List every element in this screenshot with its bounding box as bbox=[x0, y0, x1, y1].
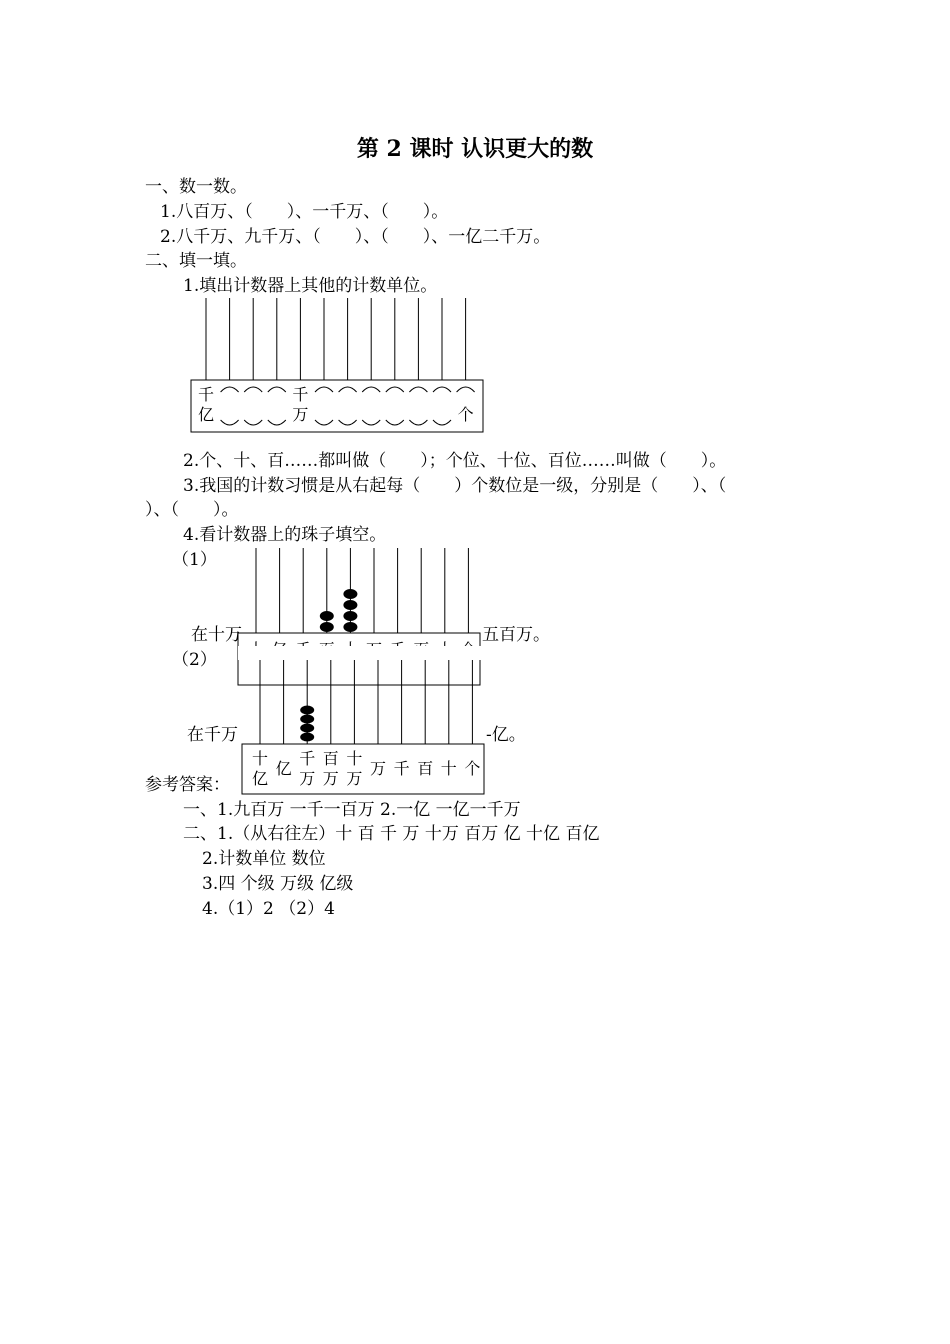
answer-2-3: 3.四 个级 万级 亿级 bbox=[202, 874, 354, 894]
answer-2-4: 4.（1）2 （2）4 bbox=[202, 899, 335, 919]
abacus-3-bead bbox=[300, 706, 314, 715]
question-2-3-line1: 3.我国的计数习惯是从右起每（ ）个数位是一级，分别是（ ）、（ bbox=[183, 476, 727, 496]
abacus-3-bead bbox=[300, 715, 314, 724]
abacus-1-arc-bottom bbox=[339, 420, 357, 425]
abacus-1-arc-top bbox=[339, 387, 357, 392]
abacus-1-arc-top bbox=[457, 387, 475, 392]
abacus-3-mask bbox=[238, 646, 488, 660]
abacus-2-bead bbox=[320, 622, 334, 632]
question-2-4-2-label: （2） bbox=[172, 650, 217, 670]
abacus-1-arc-top bbox=[244, 387, 262, 392]
abacus-1-arc-bottom bbox=[221, 420, 239, 425]
abacus-1-unit-label: 千 bbox=[197, 385, 215, 404]
abacus-counter-1 bbox=[190, 298, 490, 438]
abacus-1-unit-label: 亿 bbox=[197, 405, 215, 424]
answer-1: 一、1.九百万 一千一百万 2.一亿 一亿一千万 bbox=[183, 800, 521, 820]
abacus-1-arc-bottom bbox=[433, 420, 451, 425]
abacus-3-unit-label: 十 bbox=[440, 759, 457, 778]
abacus-1-arc-bottom bbox=[409, 420, 427, 425]
question-2-1: 1.填出计数器上其他的计数单位。 bbox=[183, 276, 438, 296]
abacus-counter-3 bbox=[242, 660, 492, 800]
abacus-2-bead bbox=[320, 611, 334, 621]
abacus-1-arc-bottom bbox=[315, 420, 333, 425]
abacus-1-arc-top bbox=[409, 387, 427, 392]
abacus-1-unit-label: 个 bbox=[457, 405, 474, 424]
abacus-3-unit-label: 万 bbox=[346, 769, 363, 788]
answers-heading: 参考答案： bbox=[145, 775, 230, 795]
abacus-3-unit-label: 万 bbox=[369, 759, 387, 778]
abacus-1-arc-bottom bbox=[362, 420, 380, 425]
abacus-3-unit-label: 十 bbox=[251, 749, 269, 768]
abacus-1-arc-bottom bbox=[268, 420, 286, 425]
question-1-2: 2.八千万、九千万、（ ）、（ ）、一亿二千万。 bbox=[160, 227, 551, 247]
abacus-3-unit-label: 十 bbox=[346, 749, 363, 768]
abacus-1-drawing bbox=[190, 298, 490, 438]
abacus-3-unit-label: 亿 bbox=[251, 769, 269, 788]
abacus-3-unit-label: 万 bbox=[322, 769, 339, 788]
abacus-3-unit-label: 百 bbox=[322, 749, 339, 768]
answer-2-1: 二、1.（从右往左）十 百 千 万 十万 百万 亿 十亿 百亿 bbox=[183, 824, 600, 844]
question-2-4-2-left-text: 在千万 bbox=[187, 725, 238, 745]
abacus-3-drawing bbox=[242, 660, 492, 800]
abacus-1-arc-top bbox=[268, 387, 286, 392]
abacus-2-bead bbox=[343, 611, 357, 621]
abacus-3-unit-label: 个 bbox=[464, 759, 481, 778]
abacus-2-bead bbox=[343, 600, 357, 610]
abacus-3-unit-label: 亿 bbox=[275, 759, 292, 778]
abacus-3-unit-label: 万 bbox=[299, 769, 316, 788]
question-2-2: 2.个、十、百……都叫做（ ）；个位、十位、百位……叫做（ ）。 bbox=[183, 451, 727, 471]
abacus-1-unit-label: 万 bbox=[292, 405, 309, 424]
section2-heading: 二、填一填。 bbox=[145, 251, 247, 271]
abacus-3-unit-label: 千 bbox=[299, 749, 316, 768]
abacus-1-arc-bottom bbox=[386, 420, 404, 425]
abacus-1-arc-bottom bbox=[244, 420, 262, 425]
abacus-2-bead bbox=[343, 622, 357, 632]
abacus-1-arc-top bbox=[362, 387, 380, 392]
abacus-3-bead bbox=[300, 724, 314, 733]
answer-2-2: 2.计数单位 数位 bbox=[202, 849, 326, 869]
question-2-3-line2: ）、（ ）。 bbox=[145, 500, 239, 520]
question-1-1: 1.八百万、（ ）、一千万、（ ）。 bbox=[160, 202, 449, 222]
question-2-4-1-left-text: 在十万 bbox=[191, 625, 242, 645]
question-2-4-1-label: （1） bbox=[172, 550, 217, 570]
section1-heading: 一、数一数。 bbox=[145, 177, 247, 197]
question-2-4: 4.看计数器上的珠子填空。 bbox=[183, 525, 387, 545]
abacus-1-arc-top bbox=[433, 387, 451, 392]
abacus-1-arc-top bbox=[386, 387, 404, 392]
abacus-3-unit-label: 百 bbox=[417, 759, 434, 778]
question-2-4-1-right-text: 五百万。 bbox=[482, 625, 550, 645]
abacus-3-bead bbox=[300, 733, 314, 742]
abacus-1-arc-top bbox=[221, 387, 239, 392]
abacus-2-bead bbox=[343, 589, 357, 599]
abacus-1-arc-top bbox=[315, 387, 333, 392]
question-2-4-2-right-text: -亿。 bbox=[486, 725, 526, 745]
abacus-3-unit-label: 千 bbox=[393, 759, 410, 778]
abacus-1-unit-label: 千 bbox=[292, 385, 309, 404]
page-title: 第 2 课时 认识更大的数 bbox=[356, 136, 594, 162]
